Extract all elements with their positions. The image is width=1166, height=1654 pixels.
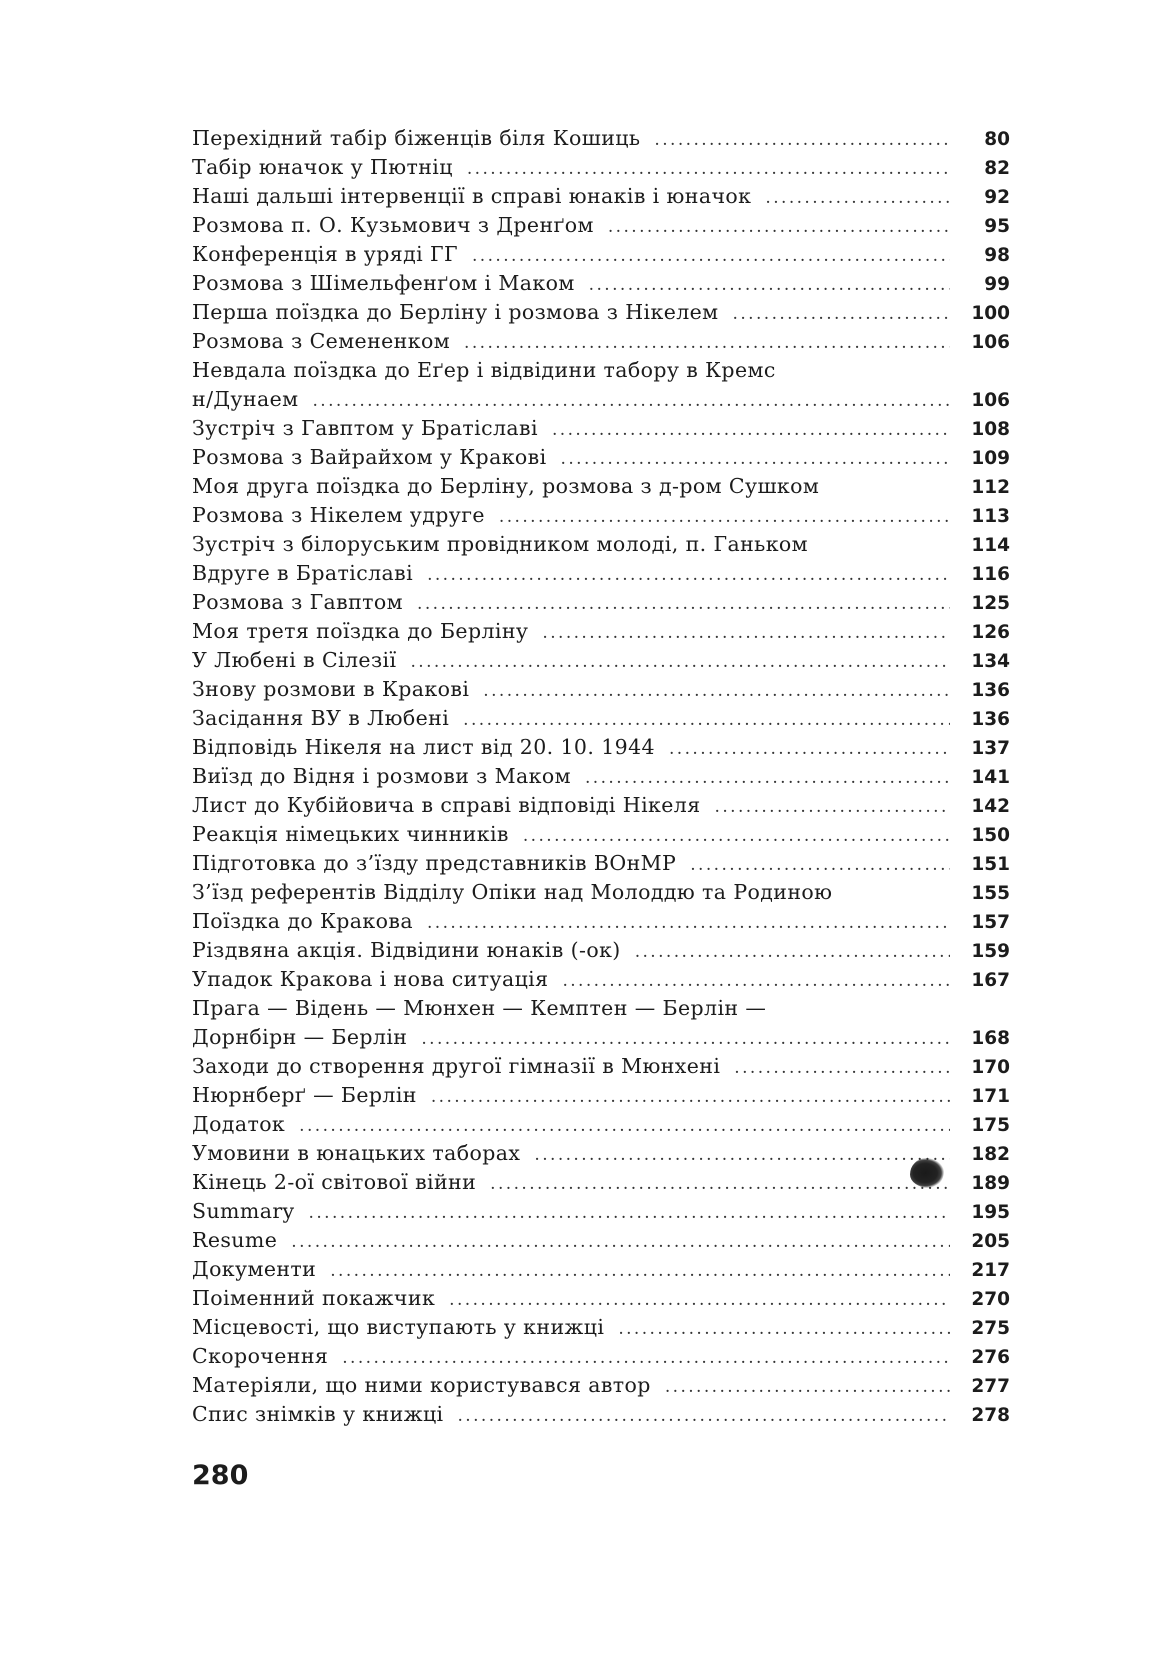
toc-entry-page: 159: [971, 941, 1010, 962]
dot-leader: [458, 1402, 951, 1431]
toc-entry-page: 175: [971, 1115, 1010, 1136]
toc-entry: [192, 211, 1010, 240]
toc-entry: [192, 530, 1010, 559]
toc-entry: [192, 704, 1010, 733]
toc-entry-page: 106: [971, 390, 1010, 411]
toc-entry-page: 106: [971, 332, 1010, 353]
dot-leader: [562, 967, 950, 996]
dot-leader: [690, 851, 950, 880]
dot-leader: [312, 387, 950, 416]
toc-entry-title: Поїздка до Кракова: [192, 909, 413, 933]
dot-leader: [291, 1228, 950, 1257]
toc-entry: [192, 269, 1010, 298]
toc-entry: [192, 1255, 1010, 1284]
toc-entry-title: Resume: [192, 1228, 278, 1252]
toc-entry-page: 167: [971, 970, 1010, 991]
toc-entry: [192, 501, 1010, 530]
toc-entry-page: 114: [971, 535, 1010, 556]
dot-leader: [299, 1112, 950, 1141]
toc-entry-title: Лист до Кубійовича в справі відповіді Нікеля: [192, 793, 701, 817]
dot-leader: [463, 706, 950, 735]
toc-entry-page: 277: [971, 1376, 1010, 1397]
toc-entry-title: Розмова з Вайрайхом у Кракові: [192, 445, 547, 469]
toc-entry-page: 182: [971, 1144, 1010, 1165]
toc-entry-title: Розмова з Нікелем удруге: [192, 503, 485, 527]
toc-entry: [192, 1052, 1010, 1081]
toc-entry-page: 92: [984, 187, 1010, 208]
dot-leader: [608, 213, 950, 242]
toc-entry-title: Зустріч з Гавптом у Братіславі: [192, 416, 538, 440]
toc-entry-title: Кінець 2-ої світової війни: [192, 1170, 477, 1194]
toc-entry-title: Перша поїздка до Берліну і розмова з Нікелем: [192, 300, 719, 324]
toc-entry: [192, 327, 1010, 356]
toc-entry-page: 134: [971, 651, 1010, 672]
toc-entry-title: У Любені в Сілезії: [192, 648, 397, 672]
dot-leader: [654, 126, 950, 155]
dot-leader: [552, 416, 950, 445]
toc-entry: [192, 1313, 1010, 1342]
dot-leader: [427, 909, 950, 938]
toc-entry-title: Реакція німецьких чинників: [192, 822, 509, 846]
dot-leader: [309, 1199, 950, 1228]
toc-entry: [192, 733, 1010, 762]
toc-entry-title: Відповідь Нікеля на лист від 20. 10. 1944: [192, 735, 655, 759]
toc-entry-page: 109: [971, 448, 1010, 469]
toc-entry-title-continued: Дорнбірн — Берлін: [192, 1025, 408, 1049]
toc-entry-title: Табір юначок у Пютніц: [192, 155, 453, 179]
toc-entry: [192, 1400, 1010, 1429]
toc-entry: [192, 356, 1010, 414]
toc-entry-title: Розмова з Шімельфенґом і Маком: [192, 271, 575, 295]
toc-entry-page: 99: [984, 274, 1010, 295]
toc-entry-title: Знову розмови в Кракові: [192, 677, 470, 701]
dot-leader: [542, 619, 950, 648]
toc-entry: [192, 298, 1010, 327]
dot-leader: [472, 242, 950, 271]
toc-entry: [192, 124, 1010, 153]
toc-entry-page: 276: [971, 1347, 1010, 1368]
dot-leader: [427, 561, 950, 590]
dot-leader: [417, 590, 950, 619]
toc-entry-page: 151: [971, 854, 1010, 875]
page-number: 280: [192, 1460, 249, 1491]
toc-entry: [192, 1371, 1010, 1400]
toc-entry-page: 155: [971, 883, 1010, 904]
toc-entry-page: 136: [971, 680, 1010, 701]
toc-entry: [192, 414, 1010, 443]
toc-entry-title: Підготовка до з’їзду представників ВОнМР: [192, 851, 677, 875]
dot-leader: [330, 1257, 950, 1286]
toc-entry-title-continued: н/Дунаем: [192, 387, 299, 411]
dot-leader: [635, 938, 950, 967]
toc-entry: [192, 1110, 1010, 1139]
toc-entry-page: 270: [971, 1289, 1010, 1310]
toc-entry: [192, 1284, 1010, 1313]
toc-entry: [192, 820, 1010, 849]
toc-entry-title: Моя друга поїздка до Берліну, розмова з д-ром Сушком: [192, 474, 820, 498]
toc-entry-title: Упадок Кракова і нова ситуація: [192, 967, 549, 991]
toc-entry-page: 217: [971, 1260, 1010, 1281]
toc-entry-page: 142: [971, 796, 1010, 817]
toc-entry-title: Наші дальші інтервенції в справі юнаків і юначок: [192, 184, 752, 208]
toc-entry-page: 125: [971, 593, 1010, 614]
dot-leader: [589, 271, 950, 300]
toc-entry-title: Перехідний табір біженців біля Кошиць: [192, 126, 641, 150]
dot-leader: [410, 648, 950, 677]
toc-entry-page: 80: [984, 129, 1010, 150]
toc-entry: [192, 878, 1010, 907]
toc-entry-page: 170: [971, 1057, 1010, 1078]
toc-entry-page: 108: [971, 419, 1010, 440]
dot-leader: [449, 1286, 950, 1315]
toc-entry: [192, 1081, 1010, 1110]
toc-entry-title: Розмова з Гавптом: [192, 590, 404, 614]
toc-entry-title: Розмова п. О. Кузьмович з Дренґом: [192, 213, 594, 237]
toc-entry: [192, 675, 1010, 704]
toc-entry: [192, 1197, 1010, 1226]
toc-entry: [192, 646, 1010, 675]
toc-entry: [192, 965, 1010, 994]
toc-entry-title: Вдруге в Братіславі: [192, 561, 414, 585]
dot-leader: [585, 764, 950, 793]
toc-entry: [192, 1139, 1010, 1168]
toc-entry-title: Зустріч з білоруським провідником молоді, п. Ганьком: [192, 532, 809, 556]
toc-entry-page: 113: [971, 506, 1010, 527]
dot-leader: [618, 1315, 950, 1344]
toc-entry-page: 189: [971, 1173, 1010, 1194]
toc-entry-page: 275: [971, 1318, 1010, 1339]
table-of-contents: [192, 124, 1010, 1429]
toc-entry-page: 98: [984, 245, 1010, 266]
toc-entry-title: Умовини в юнацьких таборах: [192, 1141, 521, 1165]
dot-leader: [534, 1141, 950, 1170]
toc-entry-title: Summary: [192, 1199, 295, 1223]
toc-entry: [192, 762, 1010, 791]
toc-entry-title: Місцевості, що виступають у книжці: [192, 1315, 605, 1339]
toc-entry-page: 100: [971, 303, 1010, 324]
toc-entry: [192, 994, 1010, 1052]
toc-entry-page: 205: [971, 1231, 1010, 1252]
toc-entry-title: Різдвяна акція. Відвідини юнаків (-ок): [192, 938, 621, 962]
toc-entry-title: Розмова з Семененком: [192, 329, 451, 353]
dot-leader: [665, 1373, 950, 1402]
toc-entry-title: Засідання ВУ в Любені: [192, 706, 450, 730]
toc-entry-title: Поіменний покажчик: [192, 1286, 436, 1310]
toc-entry-title: Конференція в уряді ГГ: [192, 242, 458, 266]
toc-entry-page: 141: [971, 767, 1010, 788]
toc-entry-title: Додаток: [192, 1112, 286, 1136]
toc-entry-title: Заходи до створення другої гімназії в Мюнхені: [192, 1054, 721, 1078]
toc-entry: [192, 443, 1010, 472]
toc-entry-title: Невдала поїздка до Еґер і відвідини табору в Кремс: [192, 358, 776, 382]
dot-leader: [765, 184, 950, 213]
toc-entry-page: 82: [984, 158, 1010, 179]
ink-blot-mark: [910, 1158, 944, 1188]
toc-entry-title: Прага — Відень — Мюнхен — Кемптен — Берлін —: [192, 996, 767, 1020]
toc-entry-page: 168: [971, 1028, 1010, 1049]
toc-entry-title: Скорочення: [192, 1344, 329, 1368]
toc-entry-title: Документи: [192, 1257, 317, 1281]
dot-leader: [715, 793, 950, 822]
toc-entry: [192, 1226, 1010, 1255]
toc-entry-title: Моя третя поїздка до Берліну: [192, 619, 529, 643]
dot-leader: [734, 1054, 950, 1083]
toc-entry-page: 136: [971, 709, 1010, 730]
toc-entry: [192, 559, 1010, 588]
dot-leader: [342, 1344, 950, 1373]
toc-entry-page: 112: [971, 477, 1010, 498]
toc-entry: [192, 182, 1010, 211]
toc-entry-page: 157: [971, 912, 1010, 933]
toc-entry: [192, 1168, 1010, 1197]
toc-entry-title: З’їзд референтів Відділу Опіки над Молоддю та Родиною: [192, 880, 833, 904]
dot-leader: [490, 1170, 950, 1199]
toc-entry-page: 195: [971, 1202, 1010, 1223]
dot-leader: [464, 329, 950, 358]
toc-entry: [192, 849, 1010, 878]
toc-entry-page: 171: [971, 1086, 1010, 1107]
dot-leader: [733, 300, 950, 329]
toc-entry-page: 126: [971, 622, 1010, 643]
toc-entry: [192, 936, 1010, 965]
toc-entry-title: Спис знімків у книжці: [192, 1402, 444, 1426]
dot-leader: [669, 735, 950, 764]
toc-entry: [192, 588, 1010, 617]
dot-leader: [421, 1025, 950, 1054]
toc-entry-page: 95: [984, 216, 1010, 237]
toc-entry: [192, 907, 1010, 936]
dot-leader: [431, 1083, 950, 1112]
toc-entry-page: 116: [971, 564, 1010, 585]
toc-entry: [192, 1342, 1010, 1371]
toc-entry-page: 137: [971, 738, 1010, 759]
toc-entry: [192, 472, 1010, 501]
toc-entry-page: 278: [971, 1405, 1010, 1426]
toc-entry-title: Матеріяли, що ними користувався автор: [192, 1373, 651, 1397]
toc-entry: [192, 617, 1010, 646]
dot-leader: [523, 822, 950, 851]
dot-leader: [499, 503, 950, 532]
toc-entry-page: 150: [971, 825, 1010, 846]
dot-leader: [561, 445, 950, 474]
dot-leader: [467, 155, 950, 184]
toc-entry: [192, 240, 1010, 269]
dot-leader: [483, 677, 950, 706]
toc-entry: [192, 153, 1010, 182]
toc-entry-title: Виїзд до Відня і розмови з Маком: [192, 764, 571, 788]
toc-entry-title: Нюрнберґ — Берлін: [192, 1083, 417, 1107]
toc-entry: [192, 791, 1010, 820]
